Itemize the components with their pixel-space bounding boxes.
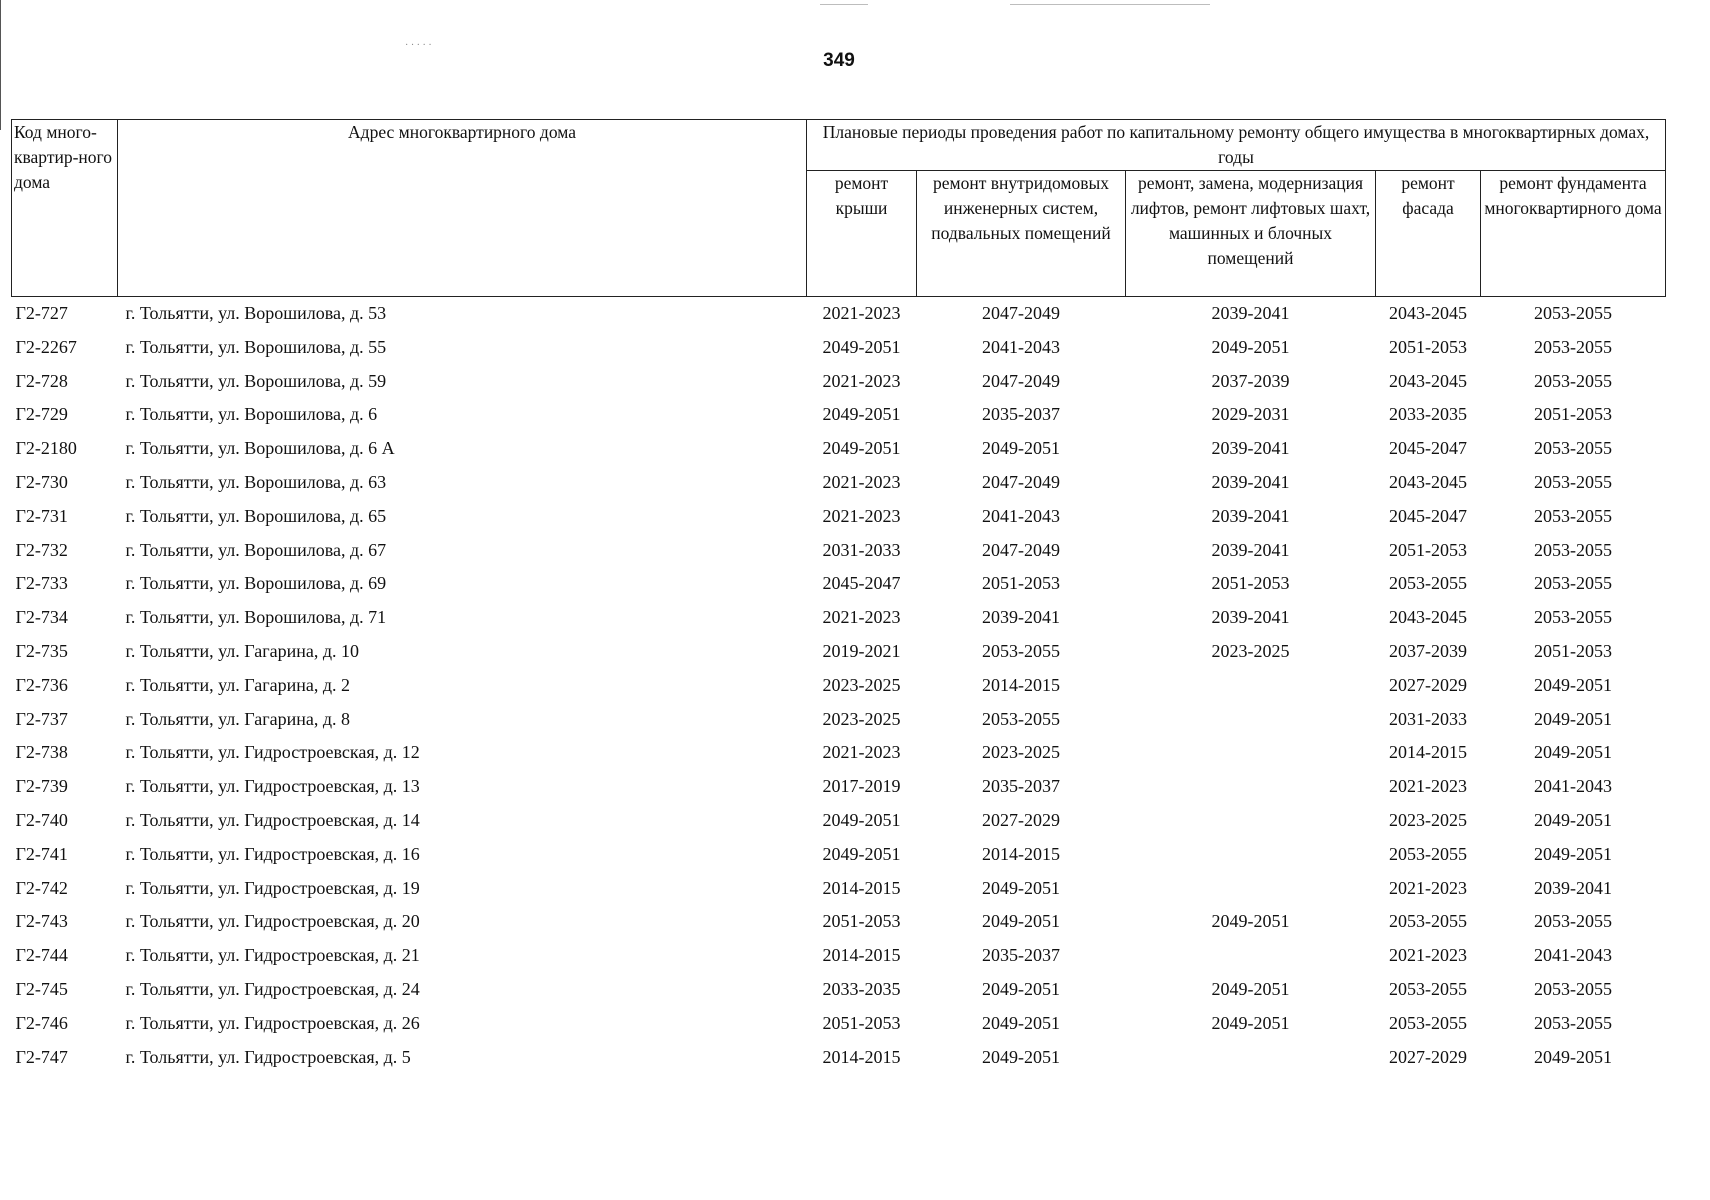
cell-code: Г2-739 — [15, 776, 68, 797]
cell-foundation: 2053-2055 — [1534, 573, 1612, 594]
table-row — [12, 500, 1666, 534]
cell-facade: 2043-2045 — [1389, 303, 1467, 323]
cell-code: Г2-2180 — [15, 438, 77, 459]
cell-address: г. Тольятти, ул. Гидростроевская, д. 13 — [125, 776, 420, 797]
cell-roof: 2049-2051 — [822, 336, 901, 357]
cell-elevators: 2039-2041 — [1211, 471, 1290, 492]
cell-code: Г2-746 — [15, 1012, 68, 1033]
scan-mark-top — [1010, 4, 1210, 5]
cell-foundation: 2053-2055 — [1534, 911, 1612, 932]
cell-engineering: 2035-2037 — [982, 404, 1060, 425]
cell-foundation: 2049-2051 — [1534, 843, 1612, 864]
table-row — [12, 804, 1666, 838]
page-number: 349 — [823, 50, 855, 71]
table-row — [12, 567, 1666, 601]
cell-address: г. Тольятти, ул. Ворошилова, д. 69 — [125, 573, 387, 594]
header-foundation: ремонт фундамента многоквартирного дома — [1481, 171, 1666, 297]
cell-foundation: 2049-2051 — [1534, 809, 1612, 830]
cell-elevators — [1126, 872, 1376, 906]
cell-elevators — [1126, 1041, 1376, 1075]
cell-engineering: 2014-2015 — [982, 843, 1060, 864]
cell-engineering: 2051-2053 — [982, 573, 1060, 594]
table-row — [12, 872, 1666, 906]
header-engineering: ремонт внутридомовых инженерных систем, подвальных помещений — [917, 171, 1126, 297]
cell-foundation: 2053-2055 — [1534, 471, 1612, 492]
cell-roof: 2021-2023 — [822, 303, 901, 323]
cell-roof: 2049-2051 — [822, 843, 901, 864]
cell-address: г. Тольятти, ул. Гидростроевская, д. 16 — [125, 843, 420, 864]
scan-mark-top — [820, 4, 868, 5]
cell-roof: 2021-2023 — [822, 742, 901, 763]
table-row — [12, 331, 1666, 365]
cell-foundation: 2053-2055 — [1534, 303, 1612, 323]
cell-address: г. Тольятти, ул. Гидростроевская, д. 20 — [125, 911, 420, 932]
table-row — [12, 635, 1666, 669]
cell-roof: 2014-2015 — [822, 945, 901, 966]
cell-code: Г2-731 — [15, 505, 68, 526]
cell-code: Г2-729 — [15, 404, 68, 425]
cell-address: г. Тольятти, ул. Ворошилова, д. 67 — [125, 539, 387, 560]
cell-roof: 2017-2019 — [822, 776, 901, 797]
cell-code: Г2-745 — [15, 978, 68, 999]
cell-roof: 2021-2023 — [822, 505, 901, 526]
cell-engineering: 2023-2025 — [982, 742, 1060, 763]
cell-foundation: 2049-2051 — [1534, 742, 1612, 763]
cell-engineering: 2047-2049 — [982, 539, 1060, 560]
table-row — [12, 534, 1666, 568]
cell-elevators: 2039-2041 — [1211, 607, 1290, 628]
cell-foundation: 2053-2055 — [1534, 1012, 1612, 1033]
cell-engineering: 2049-2051 — [982, 911, 1060, 932]
cell-foundation: 2049-2051 — [1534, 708, 1612, 729]
cell-roof: 2023-2025 — [822, 708, 901, 729]
cell-facade: 2053-2055 — [1389, 843, 1467, 864]
cell-engineering: 2035-2037 — [982, 945, 1060, 966]
cell-engineering: 2053-2055 — [982, 708, 1060, 729]
cell-code: Г2-741 — [15, 843, 68, 864]
cell-code: Г2-2267 — [15, 336, 77, 357]
cell-elevators: 2029-2031 — [1211, 404, 1290, 425]
table-row — [12, 1007, 1666, 1041]
cell-address: г. Тольятти, ул. Гидростроевская, д. 19 — [125, 877, 420, 898]
cell-address: г. Тольятти, ул. Ворошилова, д. 63 — [125, 471, 387, 492]
table-row — [12, 297, 1666, 331]
cell-facade: 2027-2029 — [1389, 674, 1467, 695]
cell-roof: 2049-2051 — [822, 404, 901, 425]
cell-roof: 2014-2015 — [822, 877, 901, 898]
cell-engineering: 2049-2051 — [982, 877, 1060, 898]
cell-facade: 2023-2025 — [1389, 809, 1467, 830]
cell-address: г. Тольятти, ул. Гидростроевская, д. 24 — [125, 978, 420, 999]
cell-address: г. Тольятти, ул. Гидростроевская, д. 21 — [125, 945, 420, 966]
cell-roof: 2014-2015 — [822, 1046, 901, 1067]
cell-address: г. Тольятти, ул. Ворошилова, д. 6 — [125, 404, 378, 425]
cell-address: г. Тольятти, ул. Гагарина, д. 2 — [125, 674, 351, 695]
header-periods-group: Плановые периоды проведения работ по капитальному ремонту общего имущества в многоквартирных домах, годы — [807, 120, 1666, 171]
cell-elevators — [1126, 669, 1376, 703]
cell-roof: 2031-2033 — [822, 539, 901, 560]
cell-facade: 2031-2033 — [1389, 708, 1467, 729]
table-row — [12, 905, 1666, 939]
cell-foundation: 2053-2055 — [1534, 978, 1612, 999]
cell-elevators: 2039-2041 — [1211, 505, 1290, 526]
cell-address: г. Тольятти, ул. Гагарина, д. 8 — [125, 708, 351, 729]
table-row — [12, 973, 1666, 1007]
header-row-group — [12, 120, 1666, 171]
cell-facade: 2014-2015 — [1389, 742, 1467, 763]
cell-facade: 2033-2035 — [1389, 404, 1467, 425]
cell-engineering: 2049-2051 — [982, 438, 1060, 459]
cell-foundation: 2053-2055 — [1534, 505, 1612, 526]
cell-elevators: 2049-2051 — [1211, 911, 1290, 932]
cell-elevators: 2023-2025 — [1211, 640, 1290, 661]
cell-code: Г2-728 — [15, 370, 68, 391]
cell-engineering: 2041-2043 — [982, 336, 1060, 357]
cell-elevators — [1126, 838, 1376, 872]
header-address: Адрес многоквартирного дома — [118, 120, 807, 297]
cell-facade: 2027-2029 — [1389, 1046, 1467, 1067]
cell-code: Г2-736 — [15, 674, 68, 695]
table-row — [12, 601, 1666, 635]
cell-roof: 2051-2053 — [822, 911, 901, 932]
cell-code: Г2-738 — [15, 742, 68, 763]
cell-engineering: 2047-2049 — [982, 303, 1060, 323]
cell-roof: 2021-2023 — [822, 607, 901, 628]
table-row — [12, 432, 1666, 466]
cell-address: г. Тольятти, ул. Гидростроевская, д. 12 — [125, 742, 420, 763]
cell-foundation: 2049-2051 — [1534, 1046, 1612, 1067]
cell-elevators: 2049-2051 — [1211, 1012, 1290, 1033]
header-facade: ремонт фасада — [1376, 171, 1481, 297]
cell-code: Г2-737 — [15, 708, 68, 729]
cell-roof: 2045-2047 — [822, 573, 901, 594]
cell-roof: 2051-2053 — [822, 1012, 901, 1033]
table-row — [12, 669, 1666, 703]
cell-elevators: 2039-2041 — [1211, 539, 1290, 560]
cell-facade: 2053-2055 — [1389, 573, 1467, 594]
cell-facade: 2045-2047 — [1389, 505, 1467, 526]
cell-engineering: 2014-2015 — [982, 674, 1060, 695]
cell-foundation: 2053-2055 — [1534, 607, 1612, 628]
cell-foundation: 2051-2053 — [1534, 404, 1612, 425]
cell-roof: 2019-2021 — [822, 640, 901, 661]
cell-elevators — [1126, 736, 1376, 770]
table-row — [12, 939, 1666, 973]
cell-code: Г2-727 — [15, 303, 68, 323]
cell-foundation: 2039-2041 — [1534, 877, 1612, 898]
cell-code: Г2-730 — [15, 471, 68, 492]
table-row — [12, 770, 1666, 804]
cell-elevators: 2051-2053 — [1211, 573, 1290, 594]
cell-engineering: 2047-2049 — [982, 370, 1060, 391]
cell-engineering: 2035-2037 — [982, 776, 1060, 797]
cell-elevators: 2049-2051 — [1211, 336, 1290, 357]
cell-elevators — [1126, 939, 1376, 973]
cell-elevators: 2037-2039 — [1211, 370, 1290, 391]
cell-elevators — [1126, 804, 1376, 838]
table-body — [12, 297, 1666, 1075]
table-row — [12, 398, 1666, 432]
table-row — [12, 1041, 1666, 1075]
cell-code: Г2-733 — [15, 573, 68, 594]
cell-address: г. Тольятти, ул. Ворошилова, д. 59 — [125, 370, 387, 391]
header-roof: ремонт крыши — [807, 171, 917, 297]
cell-code: Г2-732 — [15, 539, 68, 560]
cell-roof: 2021-2023 — [822, 471, 901, 492]
cell-address: г. Тольятти, ул. Гагарина, д. 10 — [125, 640, 360, 661]
cell-facade: 2051-2053 — [1389, 539, 1467, 560]
cell-foundation: 2053-2055 — [1534, 336, 1612, 357]
cell-engineering: 2049-2051 — [982, 1012, 1060, 1033]
cell-facade: 2053-2055 — [1389, 911, 1467, 932]
cell-foundation: 2041-2043 — [1534, 776, 1612, 797]
cell-facade: 2053-2055 — [1389, 1012, 1467, 1033]
cell-elevators: 2049-2051 — [1211, 978, 1290, 999]
cell-engineering: 2049-2051 — [982, 978, 1060, 999]
cell-foundation: 2053-2055 — [1534, 539, 1612, 560]
cell-roof: 2021-2023 — [822, 370, 901, 391]
cell-facade: 2021-2023 — [1389, 776, 1467, 797]
cell-facade: 2051-2053 — [1389, 336, 1467, 357]
cell-roof: 2049-2051 — [822, 809, 901, 830]
cell-engineering: 2053-2055 — [982, 640, 1060, 661]
table-row — [12, 365, 1666, 399]
repair-schedule-table — [11, 119, 1666, 1074]
cell-facade: 2043-2045 — [1389, 471, 1467, 492]
cell-foundation: 2041-2043 — [1534, 945, 1612, 966]
cell-address: г. Тольятти, ул. Ворошилова, д. 6 А — [125, 438, 395, 459]
cell-roof: 2049-2051 — [822, 438, 901, 459]
table-row — [12, 466, 1666, 500]
cell-facade: 2043-2045 — [1389, 607, 1467, 628]
cell-address: г. Тольятти, ул. Ворошилова, д. 53 — [125, 303, 387, 323]
cell-foundation: 2049-2051 — [1534, 674, 1612, 695]
header-elevators: ремонт, замена, модернизация лифтов, ремонт лифтовых шахт, машинных и блочных помещений — [1126, 171, 1376, 297]
cell-code: Г2-742 — [15, 877, 68, 898]
cell-roof: 2023-2025 — [822, 674, 901, 695]
table-row — [12, 838, 1666, 872]
cell-engineering: 2039-2041 — [982, 607, 1060, 628]
cell-elevators — [1126, 770, 1376, 804]
cell-facade: 2043-2045 — [1389, 370, 1467, 391]
cell-engineering: 2047-2049 — [982, 471, 1060, 492]
cell-code: Г2-747 — [15, 1046, 68, 1067]
cell-address: г. Тольятти, ул. Гидростроевская, д. 26 — [125, 1012, 420, 1033]
cell-address: г. Тольятти, ул. Ворошилова, д. 65 — [125, 505, 387, 526]
cell-roof: 2033-2035 — [822, 978, 901, 999]
cell-foundation: 2053-2055 — [1534, 370, 1612, 391]
cell-code: Г2-740 — [15, 809, 68, 830]
table-row — [12, 703, 1666, 737]
cell-code: Г2-744 — [15, 945, 68, 966]
cell-engineering: 2041-2043 — [982, 505, 1060, 526]
cell-engineering: 2049-2051 — [982, 1046, 1060, 1067]
cell-facade: 2037-2039 — [1389, 640, 1467, 661]
cell-facade: 2021-2023 — [1389, 877, 1467, 898]
cell-elevators — [1126, 703, 1376, 737]
cell-address: г. Тольятти, ул. Гидростроевская, д. 14 — [125, 809, 420, 830]
cell-facade: 2045-2047 — [1389, 438, 1467, 459]
cell-address: г. Тольятти, ул. Ворошилова, д. 55 — [125, 336, 387, 357]
cell-address: г. Тольятти, ул. Ворошилова, д. 71 — [125, 607, 387, 628]
header-code: Код много-квартир-ного дома — [12, 120, 118, 297]
cell-code: Г2-734 — [15, 607, 68, 628]
cell-code: Г2-735 — [15, 640, 68, 661]
cell-elevators: 2039-2041 — [1211, 303, 1290, 323]
cell-code: Г2-743 — [15, 911, 68, 932]
cell-address: г. Тольятти, ул. Гидростроевская, д. 5 — [125, 1046, 411, 1067]
scan-speck: · · · · · — [405, 40, 432, 51]
cell-foundation: 2053-2055 — [1534, 438, 1612, 459]
cell-engineering: 2027-2029 — [982, 809, 1060, 830]
table-row — [12, 736, 1666, 770]
cell-facade: 2053-2055 — [1389, 978, 1467, 999]
cell-facade: 2021-2023 — [1389, 945, 1467, 966]
cell-elevators: 2039-2041 — [1211, 438, 1290, 459]
cell-foundation: 2051-2053 — [1534, 640, 1612, 661]
